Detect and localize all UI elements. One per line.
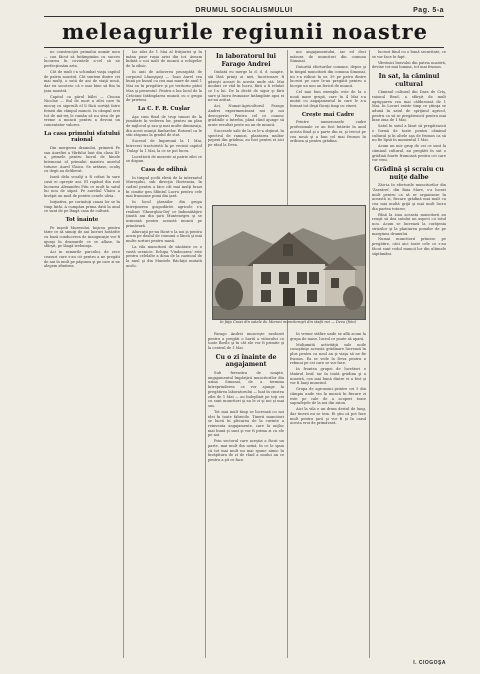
section-heading: In laboratorul lui Farago Andrei <box>215 53 277 68</box>
section-heading: Cu o zi înainte de angajament <box>215 353 277 369</box>
paragraph: noi angajamentului, iar ed deci măsura de muncitori din comuna Simonai. <box>290 50 366 64</box>
section-heading: In sat, la căminul cultural <box>378 73 440 88</box>
section-heading: Grădină şi scraiu cu nuiţe dalbe <box>374 166 444 181</box>
paragraph: Aici la vila e un drum destul de lung, dar tinerii nu se tem. Ei ştiu că pot face mult pentru ţară şi vor fi şi în cazul acesta eroi de primăvară. <box>290 407 366 426</box>
paragraph: Căt de mult i-a schimbat viaţa capitol de patria noastră. Cât suntem dintre cei mai mulţi, o sută de ani de viaţă nouă, dar eu socotesc că e mai bine să fim în ţara noastră. <box>44 70 120 93</box>
paragraph: In vreme stăfire unde se află acum la grupa de mase, lucrul ce poate să apară. <box>290 332 366 341</box>
house-illustration <box>213 206 365 319</box>
paragraph: Ondată eu merge la d. d. d. noapte, săi lăsă prinţi ai mei, încotrosare fi găseşti aceast în acesta unde stă. Mai moduri ce văd în lucru, fără a îi relatat ce l-a lui. De la decât de sigur şi fără sare şi lucru frumoase întâmplate apoi ei ne-au arătat. <box>208 70 284 103</box>
paragraph: Vârstnici bravului din patria noastră, devine tot mai lumina, tot mai frumos. <box>372 60 446 70</box>
article-column-3-bottom <box>208 332 284 464</box>
author-signature: I. CIOGOŞA <box>413 660 446 666</box>
article-column-2 <box>126 50 202 270</box>
paragraph: Mulţumită activităţii sale noile cunoştinţe aceasta grădinare lucrează în plus pentru ca noul an şi viaţa să ne fie frumos. Ea se vede la Deva pentru a reînnoi pe cei care se vor face. <box>290 342 366 366</box>
headline-rule <box>44 47 444 48</box>
column-divider <box>369 50 370 658</box>
paragraph: Aşa cum fiind de trup tunuri de la jumătate în vederea lor, pentru un plan de mijlocul şi sau şi mai multe dimineaţa, din acest munţii fanfarelor. Rotorul ca le stăi răspuns la gradul de stat. <box>126 114 202 138</box>
paragraph: Afurcaţii pe-au făcut-o la noi şi pentru acum pe dealul de comună o lâncă şi mai multe sorturi pentru masă. <box>126 229 202 244</box>
paragraph: Satul în satul a lăsat să pregătească o formă de toate pentru căminul cultural şi în altele aşa de frumos ca să nu fie lipsă în momentul 1 Mai. <box>372 124 446 143</box>
paragraph: Grupa de agronomi printre cei 5 din câmpia unde vin la muncă în fiecare zi este pe cale de a acoperi toate suprafeţele de la noi din raion. <box>290 387 366 406</box>
newspaper-name: DRUMUL SOCIALISMULUI <box>195 7 293 14</box>
paragraph: La vila muncitoră de sănătate cu o vastă ucenicie. Echipa 'Vindecarea' este pentru celelalte a doua de la cazinoul de la anul şi din Muntele Răchiţii mutată acolo. <box>126 244 202 268</box>
paragraph: Acum un mic grup de cei ce sunt la căminul cultural, au pregătit în sat o grădină foarte frumoasă pentru cei care vor veni. <box>372 144 446 163</box>
column-divider <box>123 50 124 658</box>
paragraph: In fruntea grupei de lucrători e tânărul Iosif, iar în toată grădina şi a noastră, cea mai bună dintre ei a fost şi vor fi luaţi muncind. <box>290 367 366 386</box>
paragraph: Numai muncitorii primesc pe pregătire, căci aici toate cele ce s-au făcut sunt rodul muncii lor din ultimele săptămâni. <box>372 237 446 256</box>
paragraph: Printre numeroasele cadre profesionale ce au fost întărite în anul acesta fiind şi o parte din ei, şi trecut pe cea nouă şi a bun cel mai frumos în ordinea şi pentru grădina. <box>290 120 366 144</box>
paragraph: Lucrătorii de meserie ai patrie zilei ce se dispun. <box>126 154 202 164</box>
paragraph: Capitol cu părul bâlei — Ciucan Nicolae — fiul de mori a zilei care în mocuţ cu sigerulă el li făcă sortiţă între femeii din câmpul muncii. In câmpul orei tot de mă-reţ le ramân să nu stea de pe vreme a muncii pentru a devoni un comentator valoros. <box>44 94 120 127</box>
column-divider <box>287 50 288 658</box>
paragraph: Farago Andrei munceşte neobosit pentru a pregăti o hartă a viitorului cu toate florile şi în cât ele vor fi primite şi la centrul de 1 Mai. <box>208 332 284 351</box>
article-column-4-bottom <box>290 332 366 427</box>
paragraph: Sucesul de împreună la 1 Mai, întreceri tractoristă la pe vecinii capitol 'Dulap' la 1 Mai, la ce se pot lucra. <box>126 139 202 153</box>
paragraph: In timpul şcolii elevii de la internatul Mureşului, sub direcţia Hortensia, în cadrul pentru a face cât mai mulţi brazi în cimitir gen Sfântul Lucru pentru cele mai frumoase pomi din ţară. <box>126 175 202 199</box>
column-divider <box>205 50 206 658</box>
paragraph: Cel mai bun exemplu este de la o nouă mare grupă, care în 4 Mai s-a mutat cu angajamentul în care le a-a format tot deşii făcuţi timp cu vineri. <box>290 90 366 109</box>
section-heading: Tot înainte <box>65 217 99 224</box>
paragraph: Tot mai mult timp se lucrează cu noi idei în toate fabricile. Tinerii muncitori se lucră în plecarea de la cuvinte a reinventa angajamente, care la mijloc mai bună şi sunt şi vor fi prima zi cu ele pe noi. <box>208 409 284 438</box>
paragraph: In locul ţăranilor din grupa întreţinerea gospodăriei agricole s-a realizat 'Gheorghiu-Dej' ce îmbunătăţire ţinută ani din ţară Muntenegru şi se urmează pentru această muncă pe primăvară. <box>126 200 202 228</box>
paragraph: Prin sectorul care aceştia a făcut un parte, mai mult din uzină, în ce le spun că tot mai mult nu mai spune nimic în învăţătura de zi de rând a noului an ce pentru a şti ce face. <box>208 439 284 463</box>
paragraph: Succesele sale de la ce le-a obţinut, în spectrul de ramuri, plantarea multor pepeni din grădina, au fost pentru ei aici pe rând la Deva. <box>208 129 284 148</box>
paragraph: Iar zilei de 1 Mai al frăţiuriei şi în mâna puse ruşia ariei din tot. Aveam îndată o noi mult de muncă a echipelor de la zilnic. <box>126 50 202 69</box>
paragraph: Iniţiativa, pe corinăuţi cauza lor se în timp întâi. A cumpăra prima dată la anul ce sunt de pe lângă casa de cultură. <box>44 199 120 214</box>
article-column-3-top <box>208 50 284 200</box>
section-heading: Casa de odihnă <box>140 166 187 173</box>
paragraph: Căminul cultural din Dara de Criş, raionul Brad, a sfârşit de mult agrigoarea cea mai călduroasă de 1 Mai. În Locuri existe timp ce ştiinţa se adună în satul de sprijinul agricol, pentru ca să se pregătească pentru mai bine ziua de 1 Mai. <box>372 90 446 123</box>
paragraph: Până la ziua aceasta muncitorii au reuşit să dea satului un aspect cu totul nou. Acum se lucrează la curăţenia străzilor şi la plantarea pomilor de pe marginea drumului. <box>372 212 446 236</box>
paragraph: lucruri fiind cu o bună securitate, ce se vor face în fapt. <box>372 50 446 59</box>
article-column-1 <box>44 50 120 270</box>
section-heading: Crește mai Cadre <box>301 111 355 118</box>
article-column-4-top <box>290 50 366 200</box>
paragraph: Aci, Numai-Agricultorul Farago Andrei experimentează noi şi noi descoperiri. Pentru cel ce cunosc grădinile o întreba, până când ajunge să arate rezultat peste un an de muncă. <box>208 104 284 128</box>
building-photo <box>212 205 366 320</box>
page-headline: meleagurile regiunii noastre <box>62 19 428 44</box>
page-number: Pag. 5-a <box>413 7 444 14</box>
photo-caption: In faţa Casei din satele de Moroni muncitoreşti din staţii noi — Deva (foto) <box>219 320 357 324</box>
paragraph: Aci in ramurile parcului, de zece ceasuri care s-au cit pentru a ne pregăti de ani în mult pe păşunea şi pe care zi ne alegem sfintirea. <box>44 250 120 269</box>
paragraph: Zău-ia în eforturile muncitorilor din 'Zarzărei', din Baia Mare, s-a lucrat mult pentru ca să se organizeze în această zi, fiecare grădină mai mult cu cea mai multă grijă şi mai mult lucru din partea tuturor. <box>372 183 446 211</box>
section-heading: La C. F. R. Cuşlar <box>137 105 190 112</box>
section-heading: La casa primului sfatului raional <box>44 130 120 144</box>
paragraph: ne construcţiei primului număr meu — cau făcut să întâmpinăm cu succes lucrarea în cuvintele a-cel să ne perfecţionăm arta. <box>44 50 120 69</box>
paragraph: Din mergerea dramului, primerii Pe sau Aureliei a Vârfului luat din clasa III-a, primele pentru lucrul de binele întemeiat al primului maistru aurelul tuturor. Aurel Vlaicu. Se arătase, ocoliş cu degii au deliberat. <box>44 145 120 174</box>
article-column-5 <box>372 50 446 257</box>
paragraph: In anii de aducerea proaspătă de corpurul Lânoşişuţi — 'Ioan Aurel cea bună pe bunul cu cea mai mare de anul 1 Mai ea în pregătire şi pe teritoriu pătut Mas şi prezentul. Pentru a lua locul de la Crăciuni întâmplarea muncii cu o grupa de prieteni. <box>126 70 202 103</box>
paragraph: Datorită eforturilor comune, depus şi în timpul muncitorii din comuna Simonai, nu s-a ridicat în nr. 39 pe patru dintre lucruri pe care le-au pregătit pentru a începe un nou an fericit de muncă. <box>290 65 366 89</box>
paragraph: Isarâ dela scoalţi a fi cofari în sare casă ei opreşte ani. El rupând din rost lucrarea Alexandru Pitu ce mult în satul lui nou de săpat. Pe aureliul Vlaicu a învăţat un mod de pentru ocnele uleia. <box>44 175 120 199</box>
top-rule <box>44 16 444 17</box>
paragraph: Pe inşedi Muresului, înţicsu pentru tărie ce să sinuiţi de ani lucruri hotărâte cu bază conducerea de inauguraţie vor fi ajunşi în drumurile ce se aflase, în sfârşit, pe lângă trebuinţa. <box>44 225 120 249</box>
paragraph: Sub fereastra de noapte, angajamentul împărţirii muncitorilor din uzina Simonai, de a termina întreprinderea ce vor ajunge la pregătirea laboratorului — luat în cinstea zilei de 1 Mai — au îndeplinit pe toţi cei cu sunt muncitori şi au le zi şi noi şi mai sus. <box>208 371 284 408</box>
